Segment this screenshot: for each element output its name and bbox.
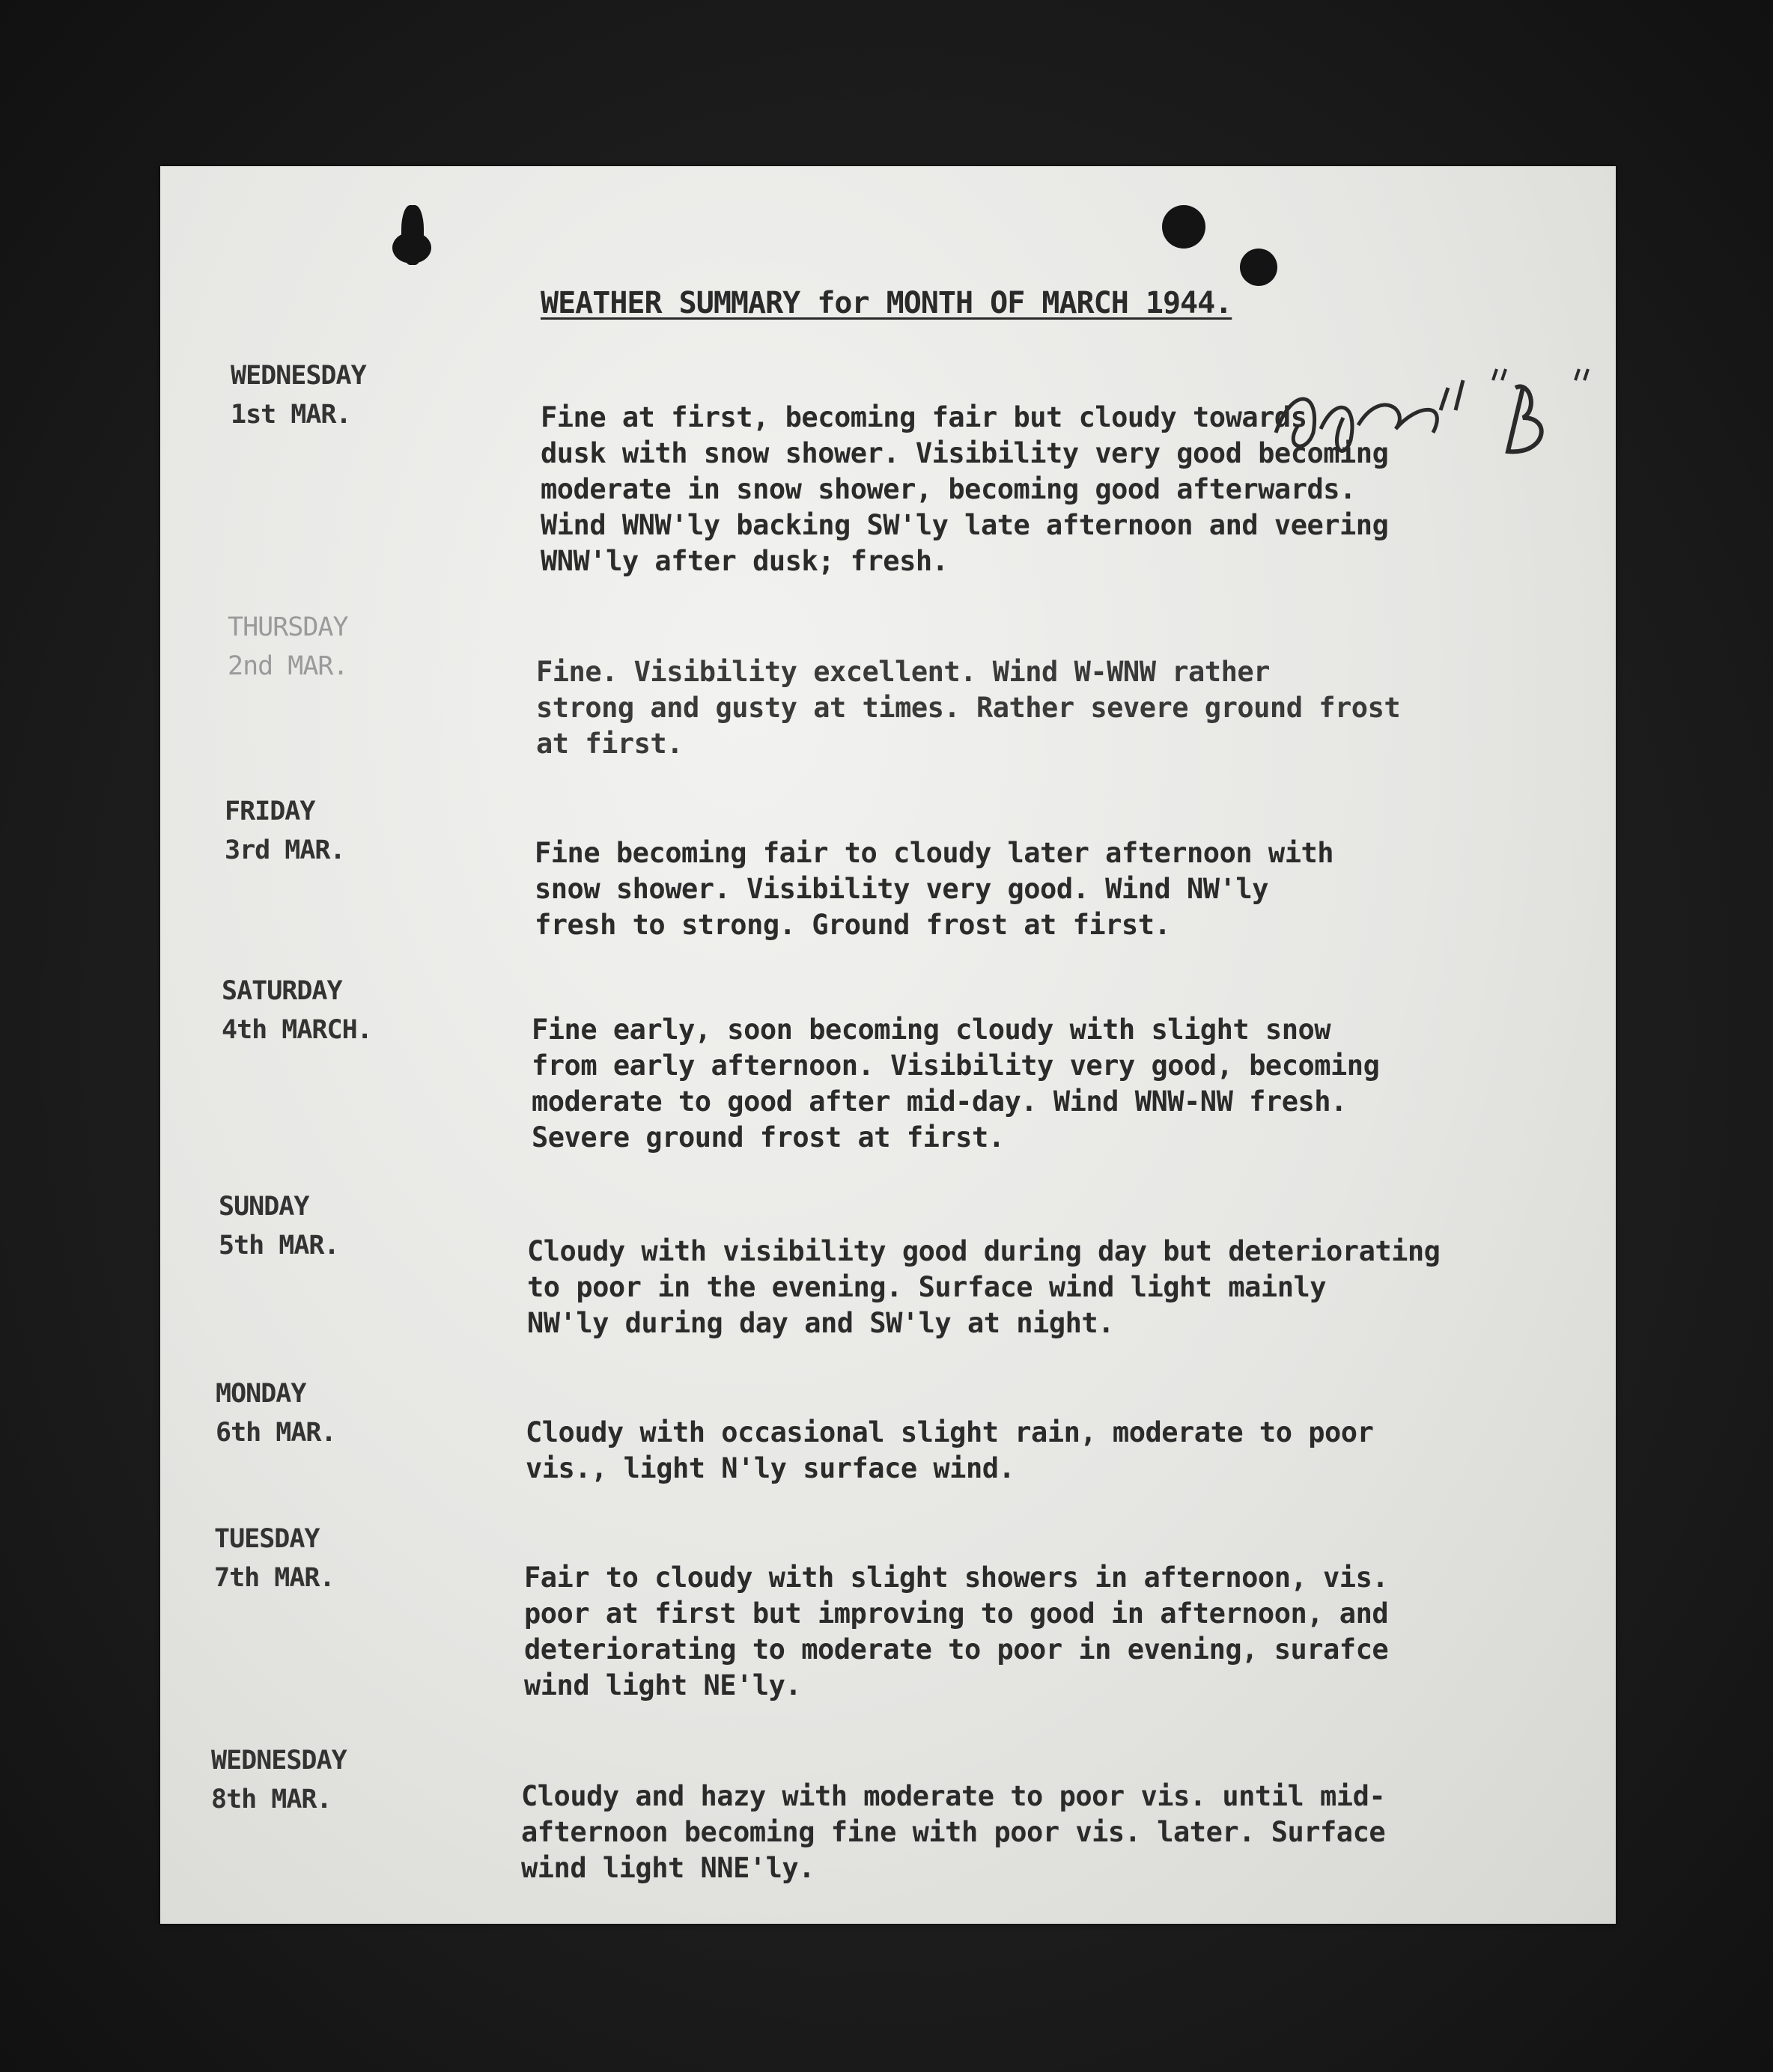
day-date: 5th MAR. <box>219 1231 339 1261</box>
day-name: TUESDAY <box>214 1524 320 1554</box>
day-label <box>222 972 372 1049</box>
day-name: SUNDAY <box>219 1192 309 1222</box>
punch-hole <box>392 232 431 263</box>
weather-entry: Cloudy with occasional slight rain, moderate to poor vis., light N'ly surface wind. <box>526 1416 1374 1484</box>
day-date: 6th MAR. <box>216 1418 336 1448</box>
weather-entry: Cloudy with visibility good during day but deteriorating to poor in the evening. Surface wind light mainly NW'ly during day and SW'ly at night. <box>527 1235 1441 1339</box>
day-name: WEDNESDAY <box>211 1746 347 1776</box>
weather-entry: Fine. Visibility excellent. Wind W-WNW rather strong and gusty at times. Rather severe ground frost at first. <box>536 656 1401 760</box>
day-name: SATURDAY <box>222 976 342 1006</box>
punch-hole <box>1162 205 1205 249</box>
page-title: WEATHER SUMMARY for MONTH OF MARCH 1944. <box>541 286 1232 320</box>
day-date: 4th MARCH. <box>222 1015 372 1045</box>
day-label <box>219 1187 339 1265</box>
day-name: THURSDAY <box>228 612 348 642</box>
day-name: MONDAY <box>216 1379 306 1409</box>
weather-entry: Fine early, soon becoming cloudy with slight snow from early afternoon. Visibility very good, becoming moderate to good after mid-day. Wind WNW-NW fresh. Severe ground frost at first. <box>532 1014 1380 1154</box>
day-date: 2nd MAR. <box>228 651 348 681</box>
day-label <box>231 356 366 434</box>
weather-entry: Fine at first, becoming fair but cloudy towards dusk with snow shower. Visibility very good becoming moderate in snow shower, becoming good afterwards. Wind WNW'ly backing SW'ly late afternoon and veering WNW'ly after dusk; fresh. <box>541 401 1389 577</box>
punch-hole <box>1240 249 1277 286</box>
day-date: 3rd MAR. <box>225 835 345 865</box>
weather-entry: Fair to cloudy with slight showers in afternoon, vis. poor at first but improving to good in afternoon, and deteriorating to moderate to poor in evening, surafce wind light NE'ly. <box>524 1561 1389 1701</box>
weather-entry: Fine becoming fair to cloudy later afternoon with snow shower. Visibility very good. Wind NW'ly fresh to strong. Ground frost at first. <box>535 837 1334 941</box>
day-label <box>214 1520 335 1597</box>
day-date: 1st MAR. <box>231 400 351 430</box>
day-label <box>228 608 348 686</box>
day-date: 7th MAR. <box>214 1563 335 1593</box>
weather-entry: Cloudy and hazy with moderate to poor vis. until mid- afternoon becoming fine with poor vis. later. Surface wind light NNE'ly. <box>521 1780 1386 1884</box>
day-label <box>211 1741 347 1819</box>
day-label <box>216 1374 336 1452</box>
day-label <box>225 792 345 870</box>
day-date: 8th MAR. <box>211 1785 332 1814</box>
day-name: WEDNESDAY <box>231 361 366 391</box>
day-name: FRIDAY <box>225 796 315 826</box>
